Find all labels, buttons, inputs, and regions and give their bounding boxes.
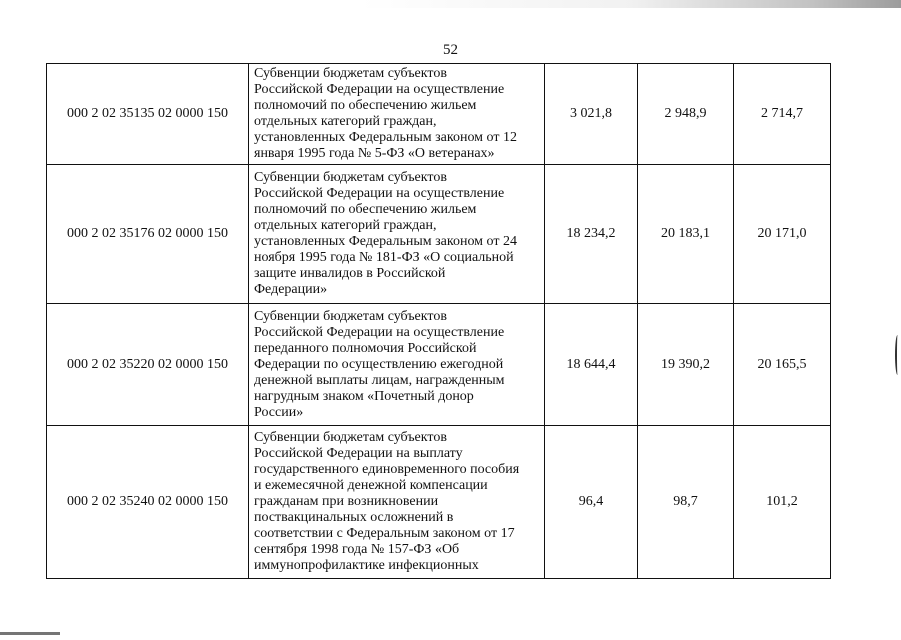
description-line: Субвенции бюджетам субъектов — [254, 66, 447, 81]
description-line: января 1995 года № 5-ФЗ «О ветеранах» — [254, 146, 495, 161]
description-line: Российской Федерации на осуществление — [254, 186, 505, 201]
description-line: соответствии с Федеральным законом от 17 — [254, 526, 515, 541]
description-line: и ежемесячной денежной компенсации — [254, 478, 488, 493]
budget-code-cell: 000 2 02 35220 02 0000 150 — [47, 304, 249, 426]
description-line: государственного единовременного пособия — [254, 462, 520, 477]
value-cell-year-1: 18 644,4 — [545, 304, 638, 426]
page-number: 52 — [443, 42, 458, 58]
table-row — [47, 426, 831, 579]
description-line: нагрудным знаком «Почетный донор — [254, 388, 474, 404]
description-line: Российской Федерации на осуществление — [254, 324, 505, 340]
scan-edge-top — [0, 0, 901, 8]
description-line: установленных Федеральным законом от 24 — [254, 234, 517, 249]
description-cell — [249, 165, 545, 304]
table-row — [47, 64, 831, 165]
description-line: отдельных категорий граждан, — [254, 218, 437, 233]
value-cell-year-3: 101,2 — [734, 426, 831, 579]
description-line: переданного полномочия Российской — [254, 340, 477, 356]
description-line: полномочий по обеспечению жильем — [254, 202, 477, 217]
budget-code-cell: 000 2 02 35176 02 0000 150 — [47, 165, 249, 304]
value-cell-year-2: 2 948,9 — [638, 64, 734, 165]
description-line: денежной выплаты лицам, награжденным — [254, 372, 505, 388]
budget-table — [46, 63, 831, 579]
value-cell-year-2: 19 390,2 — [638, 304, 734, 426]
description-line: отдельных категорий граждан, — [254, 114, 437, 129]
description-line: России» — [254, 404, 304, 420]
description-line: Российской Федерации на осуществление — [254, 82, 505, 97]
value-cell-year-2: 20 183,1 — [638, 165, 734, 304]
description-line: Российской Федерации на выплату — [254, 446, 463, 461]
budget-code-cell: 000 2 02 35240 02 0000 150 — [47, 426, 249, 579]
description-cell — [249, 304, 545, 426]
description-line: Федерации» — [254, 282, 328, 297]
value-cell-year-1: 18 234,2 — [545, 165, 638, 304]
description-line: защите инвалидов в Российской — [254, 266, 446, 281]
budget-code-cell: 000 2 02 35135 02 0000 150 — [47, 64, 249, 165]
description-line: поствакцинальных осложнений в — [254, 510, 454, 525]
scan-mark-right — [895, 335, 900, 375]
description-line: полномочий по обеспечению жильем — [254, 98, 477, 113]
description-cell — [249, 64, 545, 165]
description-line: Субвенции бюджетам субъектов — [254, 308, 447, 324]
value-cell-year-3: 20 165,5 — [734, 304, 831, 426]
description-line: гражданам при возникновении — [254, 494, 439, 509]
value-cell-year-2: 98,7 — [638, 426, 734, 579]
description-line: ноября 1995 года № 181-ФЗ «О социальной — [254, 250, 514, 265]
value-cell-year-1: 96,4 — [545, 426, 638, 579]
description-line: Субвенции бюджетам субъектов — [254, 170, 447, 185]
description-line: сентября 1998 года № 157-ФЗ «Об — [254, 542, 460, 557]
scan-edge-bottom — [0, 632, 60, 635]
value-cell-year-1: 3 021,8 — [545, 64, 638, 165]
description-line: Федерации по осуществлению ежегодной — [254, 356, 504, 372]
table-row — [47, 304, 831, 426]
value-cell-year-3: 20 171,0 — [734, 165, 831, 304]
description-line: Субвенции бюджетам субъектов — [254, 430, 447, 445]
value-cell-year-3: 2 714,7 — [734, 64, 831, 165]
description-line: установленных Федеральным законом от 12 — [254, 130, 517, 145]
description-cell — [249, 426, 545, 579]
table-row — [47, 165, 831, 304]
description-line: иммунопрофилактике инфекционных — [254, 558, 479, 573]
